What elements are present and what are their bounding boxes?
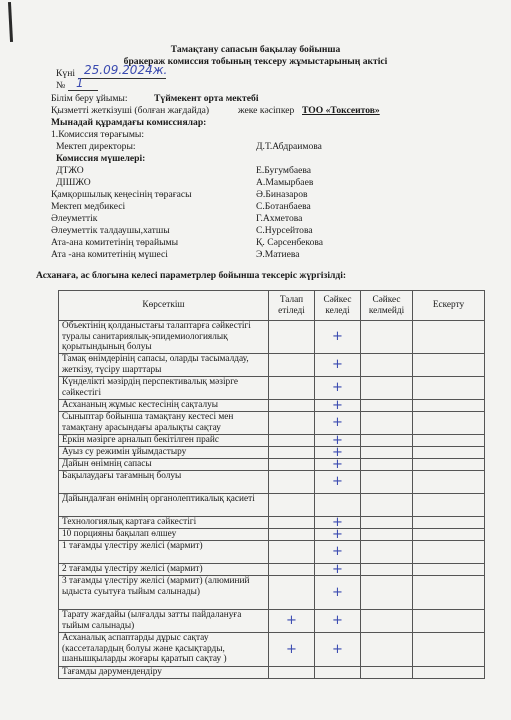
header-note: Ескерту <box>413 291 485 321</box>
row-indicator-cell <box>59 529 269 541</box>
row-indicator: Еркін мәзірге арналып бекітілген прайс <box>62 435 220 445</box>
member-name: С.Нурсейтова <box>256 225 313 236</box>
row-noncompliant-mark-cell <box>361 400 413 412</box>
table-intro: Асханаға, ас блогына келесі параметрлер бойынша тексеріс жүргізілді: <box>36 270 347 281</box>
row-compliant-mark: + <box>332 357 343 372</box>
row-compliant-mark-cell <box>315 354 361 377</box>
member-name: Қ. Сәрсенбекова <box>256 237 324 248</box>
row-compliant-mark-cell <box>315 561 361 577</box>
row-noncompliant-mark-cell <box>361 494 413 517</box>
row-required-mark-cell <box>269 435 315 447</box>
number-value: 1 <box>76 76 84 90</box>
row-compliant-mark-cell <box>315 576 361 610</box>
table-row <box>59 377 485 400</box>
row-required-mark: + <box>286 641 297 657</box>
row-compliant-mark: + <box>332 329 343 344</box>
row-required-mark-cell <box>269 459 315 471</box>
member-name: Г.Ахметова <box>256 213 303 224</box>
row-indicator: Объектінің қолданыстағы талаптарға сәйкестігі туралы санитариялық-эпидемиологиялық қорытындының болуы <box>62 321 251 353</box>
row-note-cell <box>413 610 485 633</box>
header-indicator: Көрсеткіш <box>59 291 269 321</box>
row-indicator-cell <box>59 377 269 400</box>
row-indicator: 10 порцияны бақылап өлшеу <box>62 529 177 539</box>
date-underline <box>78 78 166 79</box>
date-value: 25.09.2024ж. <box>84 63 168 77</box>
member-role: Мектеп медбикесі <box>51 201 126 212</box>
row-required-mark-cell <box>269 471 315 494</box>
table-header-row <box>59 291 485 321</box>
row-note-cell <box>413 541 485 564</box>
table-row <box>59 564 485 576</box>
row-compliant-mark: + <box>332 584 343 600</box>
row-compliant-mark: + <box>332 474 343 489</box>
row-required-mark-cell <box>269 610 315 633</box>
member-name: С.Ботанбаева <box>256 201 311 212</box>
row-note-cell <box>413 354 485 377</box>
row-compliant-mark: + <box>332 456 343 472</box>
number-underline <box>68 90 98 91</box>
row-noncompliant-mark-cell <box>361 412 413 435</box>
row-indicator: Асханалық аспаптарды дұрыс сақтау (кассеталардың болуы және қасықтарды, шанышқыларды жоғары қаратып сақтау ) <box>62 633 227 665</box>
row-indicator: Дайын өнімнің сапасы <box>62 459 152 469</box>
table-row <box>59 447 485 459</box>
row-compliant-mark: + <box>332 561 343 577</box>
row-noncompliant-mark-cell <box>361 471 413 494</box>
row-note-cell <box>413 471 485 494</box>
row-note-cell <box>413 447 485 459</box>
director-role: Мектеп директоры: <box>56 141 136 152</box>
row-noncompliant-mark-cell <box>361 354 413 377</box>
row-required-mark-cell <box>269 321 315 354</box>
row-noncompliant-mark-cell <box>361 576 413 610</box>
row-noncompliant-mark-cell <box>361 321 413 354</box>
row-required-mark-cell <box>269 576 315 610</box>
row-required-mark-cell <box>269 400 315 412</box>
row-compliant-mark: + <box>332 444 343 460</box>
row-noncompliant-mark-cell <box>361 564 413 576</box>
header-compliant: Сәйкес келеді <box>315 291 361 321</box>
row-noncompliant-mark-cell <box>361 610 413 633</box>
row-indicator-cell <box>59 667 269 679</box>
member-name: А.Мамырбаев <box>256 177 314 188</box>
row-noncompliant-mark-cell <box>361 529 413 541</box>
row-indicator: Тағамды дәрумендендіру <box>62 667 162 677</box>
row-indicator-cell <box>59 541 269 564</box>
row-compliant-mark: + <box>332 613 343 628</box>
row-indicator-cell <box>59 400 269 412</box>
row-indicator: Тарату жағдайы (ылғалды затты пайдалануға тыйым салынады) <box>62 610 242 631</box>
row-indicator: 2 тағамды үлестіру желісі (мармит) <box>62 564 203 574</box>
row-compliant-mark-cell <box>315 377 361 400</box>
table-row <box>59 400 485 412</box>
row-indicator-cell <box>59 354 269 377</box>
row-indicator: 3 тағамды үлестіру желісі (мармит) (алюминий ыдыста суытуға тыйым салынады) <box>62 576 250 597</box>
row-note-cell <box>413 529 485 541</box>
row-compliant-mark-cell <box>315 471 361 494</box>
staple <box>8 2 13 42</box>
member-role: ДІШЖО <box>56 177 91 188</box>
header-required: Талап етіледі <box>269 291 315 321</box>
row-noncompliant-mark-cell <box>361 447 413 459</box>
row-indicator-cell <box>59 435 269 447</box>
row-note-cell <box>413 494 485 517</box>
supplier-label: Қызметті жеткізуші (болған жағдайда) <box>51 105 210 116</box>
row-noncompliant-mark-cell <box>361 517 413 529</box>
row-compliant-mark-cell <box>315 494 361 517</box>
row-compliant-mark-cell <box>315 526 361 542</box>
row-required-mark-cell <box>269 541 315 564</box>
row-compliant-mark: + <box>332 544 343 559</box>
table-row <box>59 435 485 447</box>
row-required-mark-cell <box>269 354 315 377</box>
row-noncompliant-mark-cell <box>361 633 413 667</box>
member-role: Қамқоршылық кеңесінің төрағасы <box>51 189 192 200</box>
member-role: Әлеуметтік талдаушы,хатшы <box>51 225 170 236</box>
table-row <box>59 321 485 354</box>
row-indicator-cell <box>59 494 269 517</box>
member-role: Ата-ана комитетінің төрайымы <box>51 237 179 248</box>
table-row <box>59 494 485 517</box>
row-note-cell <box>413 517 485 529</box>
row-compliant-mark: + <box>332 526 343 542</box>
supplier-type: жеке кәсіпкер <box>238 105 295 116</box>
row-required-mark-cell <box>269 564 315 576</box>
row-compliant-mark-cell <box>315 667 361 679</box>
row-indicator: 1 тағамды үлестіру желісі (мармит) <box>62 541 203 551</box>
row-indicator-cell <box>59 564 269 576</box>
row-compliant-mark: + <box>332 397 343 413</box>
row-noncompliant-mark-cell <box>361 377 413 400</box>
members-heading: Комиссия мүшелері: <box>56 153 146 164</box>
table-row <box>59 633 485 667</box>
member-role: Ата -ана комитетінің мүшесі <box>51 249 168 260</box>
number-label: № <box>56 80 66 91</box>
row-required-mark-cell <box>269 633 315 667</box>
table-row <box>59 576 485 610</box>
member-name: Э.Матиева <box>256 249 300 260</box>
row-compliant-mark-cell <box>315 610 361 633</box>
table-row <box>59 610 485 633</box>
row-compliant-mark-cell <box>315 541 361 564</box>
table-row <box>59 412 485 435</box>
row-noncompliant-mark-cell <box>361 667 413 679</box>
supplier-value: ТОО «Токсеитов» <box>302 105 380 116</box>
inspection-table <box>58 290 485 679</box>
row-compliant-mark: + <box>332 432 343 448</box>
row-indicator-cell <box>59 633 269 667</box>
row-required-mark-cell <box>269 377 315 400</box>
row-compliant-mark-cell <box>315 412 361 435</box>
table-row <box>59 529 485 541</box>
row-required-mark-cell <box>269 447 315 459</box>
title-line-1: Тамақтану сапасын бақылау бойынша <box>170 44 341 55</box>
row-note-cell <box>413 377 485 400</box>
row-compliant-mark: + <box>332 641 343 657</box>
row-indicator-cell <box>59 471 269 494</box>
org-value: Түймекент орта мектебі <box>154 93 259 104</box>
row-note-cell <box>413 321 485 354</box>
table-row <box>59 354 485 377</box>
row-indicator: Ауыз су режимін ұйымдастыру <box>62 447 187 457</box>
row-required-mark-cell <box>269 412 315 435</box>
row-indicator: Бақылаудағы тағамның болуы <box>62 471 182 481</box>
row-indicator-cell <box>59 610 269 633</box>
row-note-cell <box>413 400 485 412</box>
row-compliant-mark: + <box>332 514 343 530</box>
member-role: ДТЖО <box>56 165 84 176</box>
row-noncompliant-mark-cell <box>361 435 413 447</box>
date-label: Күні <box>56 68 75 79</box>
row-required-mark-cell <box>269 494 315 517</box>
title-line-2: бракераж комиссия тобының тексеру жұмыстарының актісі <box>123 56 388 67</box>
row-required-mark: + <box>286 613 297 628</box>
row-noncompliant-mark-cell <box>361 459 413 471</box>
row-indicator: Асхананың жұмыс кестесінің сақталуы <box>62 400 218 410</box>
row-indicator: Тамақ өнімдерінің сапасы, оларды тасымалдау, жеткізу, түсіру шарттары <box>62 354 249 375</box>
member-name: Е.Бугумбаева <box>256 165 312 176</box>
row-noncompliant-mark-cell <box>361 541 413 564</box>
row-compliant-mark: + <box>332 380 343 395</box>
row-note-cell <box>413 435 485 447</box>
row-compliant-mark-cell <box>315 456 361 472</box>
row-note-cell <box>413 412 485 435</box>
row-indicator-cell <box>59 517 269 529</box>
row-note-cell <box>413 667 485 679</box>
row-indicator-cell <box>59 447 269 459</box>
director-name: Д.Т.Абдраимова <box>256 141 322 152</box>
table-row <box>59 541 485 564</box>
row-indicator: Күнделікті мәзірдің перспективалық мәзірге сәйкестігі <box>62 377 239 398</box>
row-note-cell <box>413 564 485 576</box>
org-label: Білім беру ұйымы: <box>51 93 128 104</box>
table-row <box>59 459 485 471</box>
member-role: Әлеуметтік <box>51 213 98 224</box>
row-required-mark-cell <box>269 529 315 541</box>
row-indicator-cell <box>59 412 269 435</box>
row-indicator-cell <box>59 321 269 354</box>
chair-heading: 1.Комиссия төрағымы: <box>51 129 145 140</box>
row-compliant-mark-cell <box>315 397 361 413</box>
row-required-mark-cell <box>269 667 315 679</box>
row-indicator-cell <box>59 576 269 610</box>
row-note-cell <box>413 633 485 667</box>
row-compliant-mark: + <box>332 415 343 430</box>
member-name: Ә.Биназаров <box>256 189 308 200</box>
table-row <box>59 517 485 529</box>
row-note-cell <box>413 459 485 471</box>
row-note-cell <box>413 576 485 610</box>
row-required-mark-cell <box>269 517 315 529</box>
table-row <box>59 667 485 679</box>
row-indicator: Технологиялық картаға сәйкестігі <box>62 517 197 527</box>
row-compliant-mark-cell <box>315 633 361 667</box>
composition-label: Мынадай құрамдағы комиссиялар: <box>51 117 207 128</box>
row-compliant-mark-cell <box>315 321 361 354</box>
row-indicator-cell <box>59 459 269 471</box>
row-indicator: Сыныптар бойынша тамақтану кестесі мен тамақтану арасындағы аралықты сақтау <box>62 412 234 433</box>
row-indicator: Дайындалған өнімнің органолептикалық қасиеті <box>62 494 255 504</box>
header-noncompliant: Сәйкес келмейді <box>361 291 413 321</box>
table-row <box>59 471 485 494</box>
